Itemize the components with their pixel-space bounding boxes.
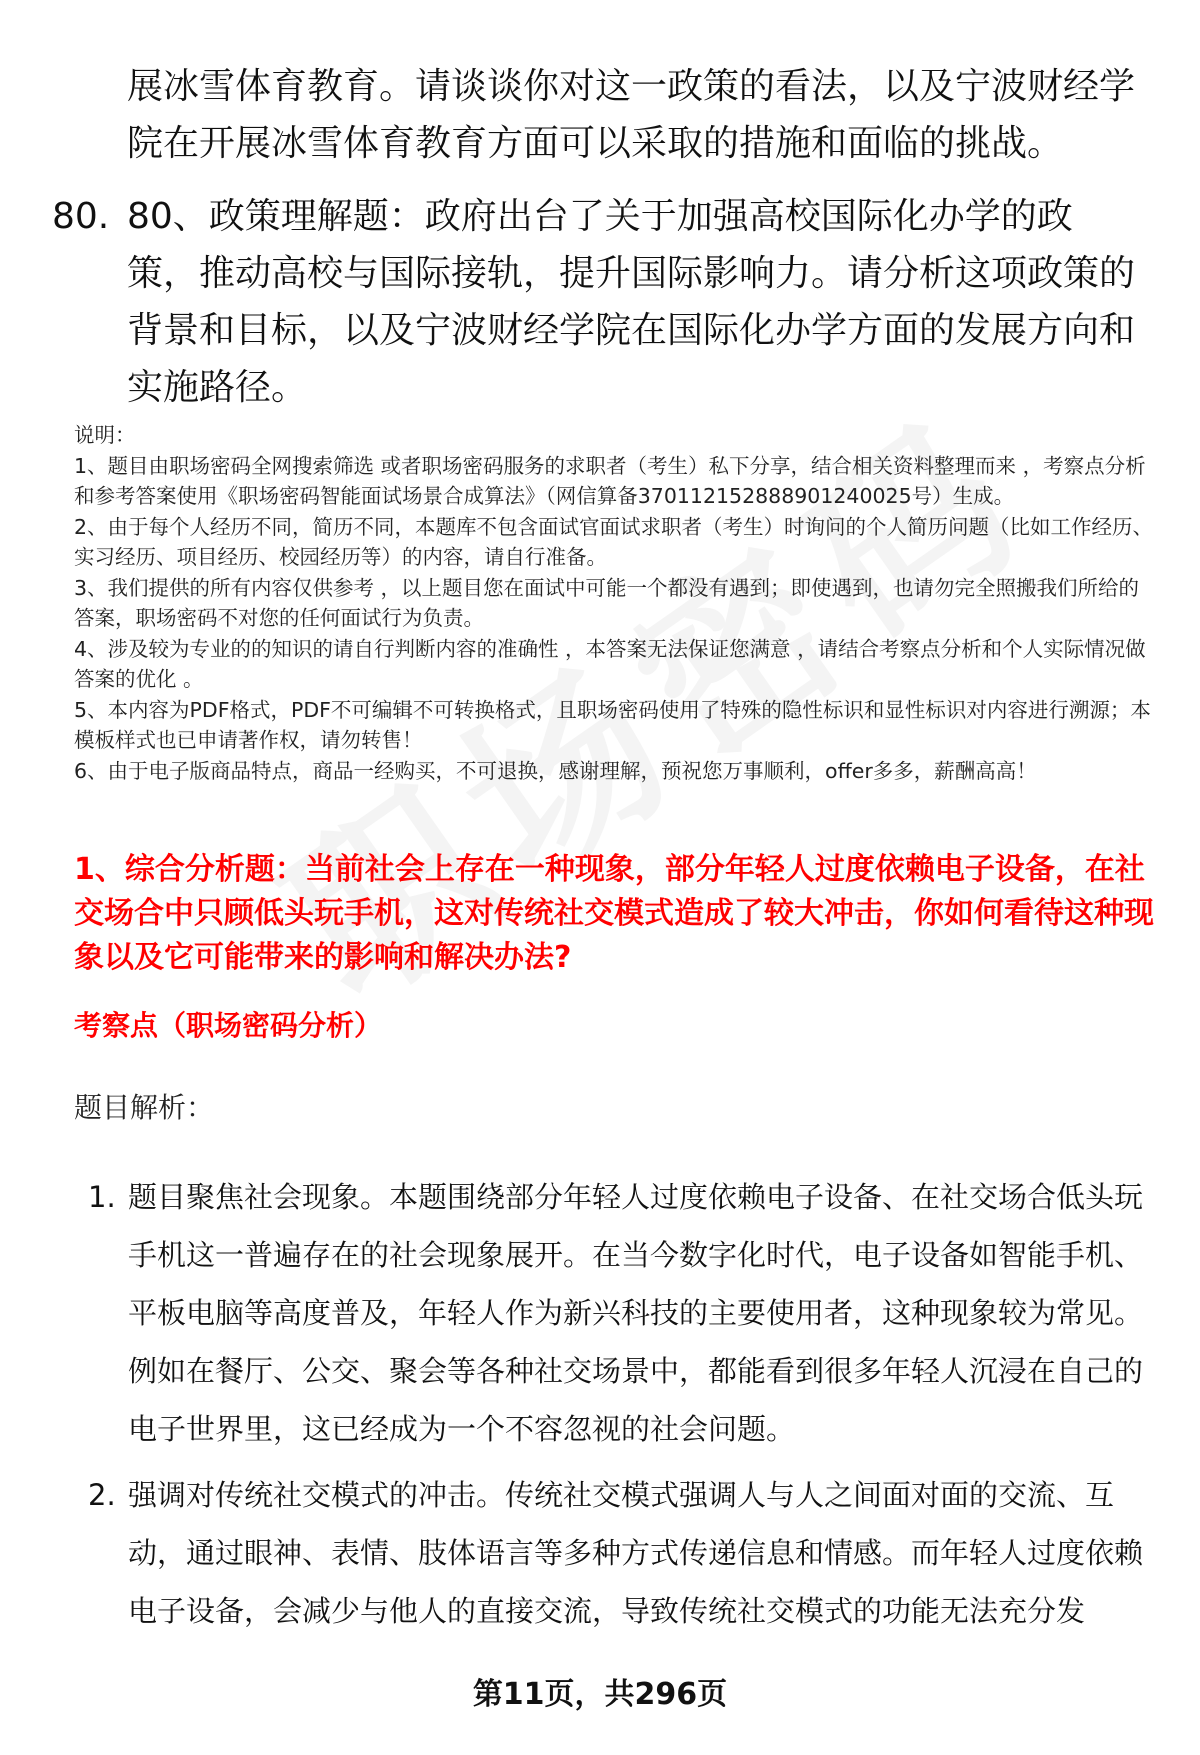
note-item: 4、涉及较为专业的的知识的请自行判断内容的准确性 ，本答案无法保证您满意 ，请结合考察点分析和个人实际情况做答案的优化 。 [74,636,1146,691]
previous-question-continuation: 展冰雪体育教育。请谈谈你对这一政策的看法，以及宁波财经学院在开展冰雪体育教育方面可以采取的措施和面临的挑战。 [127,66,1136,164]
analysis-heading: 题目解析： [74,1091,215,1124]
note-item: 2、由于每个人经历不同，简历不同，本题库不包含面试官面试求职者（考生）时询问的个人简历问题（比如工作经历、实习经历、项目经历、校园经历等）的内容，请自行准备。 [74,514,1154,569]
note-item: 6、由于电子版商品特点，商品一经购买，不可退换，感谢理解，预祝您万事顺利，offer多多，薪酬高高！ [74,758,1037,783]
analysis-item-number: 2. [88,1478,116,1512]
analysis-item-number: 1. [88,1180,116,1214]
note-item: 5、本内容为PDF格式，PDF不可编辑不可转换格式，且职场密码使用了特殊的隐性标识和显性标识对内容进行溯源；本模板样式也已申请著作权，请勿转售！ [74,697,1151,752]
analysis-item-text: 强调对传统社交模式的冲击。传统社交模式强调人与人之间面对面的交流、互动，通过眼神、表情、肢体语言等多种方式传递信息和情感。而年轻人过度依赖电子设备，会减少与他人的直接交流，导致传统社交模式的功能无法充分发 [128,1478,1144,1628]
question-80-number: 80. [52,196,110,237]
notes-heading: 说明： [74,423,136,447]
page-number-footer: 第11页，共296页 [472,1677,728,1712]
notes-section [74,420,1154,786]
exam-points-heading: 考察点（职场密码分析） [74,1009,383,1042]
analysis-item [74,1466,1154,1640]
analysis-item-text: 题目聚焦社会现象。本题围绕部分年轻人过度依赖电子设备、在社交场合低头玩手机这一普遍存在的社会现象展开。在当今数字化时代，电子设备如智能手机、平板电脑等高度普及，年轻人作为新兴科技的主要使用者，这种现象较为常见。例如在餐厅、公交、聚会等各种社交场景中，都能看到很多年轻人沉浸在自己的电子世界里，这已经成为一个不容忽视的社会问题。 [128,1180,1144,1446]
question-1-title: 1、综合分析题：当前社会上存在一种现象，部分年轻人过度依赖电子设备，在社交场合中只顾低头玩手机，这对传统社交模式造成了较大冲击，你如何看待这种现象以及它可能带来的影响和解决办法? [74,852,1154,975]
analysis-list [74,1168,1154,1648]
question-80-text: 80、政策理解题：政府出台了关于加强高校国际化办学的政策，推动高校与国际接轨，提升国际影响力。请分析这项政策的背景和目标，以及宁波财经学院在国际化办学方面的发展方向和实施路径。 [127,196,1136,408]
analysis-item [74,1168,1154,1458]
note-item: 1、题目由职场密码全网搜索筛选 或者职场密码服务的求职者（考生）私下分享，结合相关资料整理而来 ，考察点分析和参考答案使用《职场密码智能面试场景合成算法》（网信算备370112152888901240025号）生成。 [74,453,1146,508]
note-item: 3、我们提供的所有内容仅供参考 ，以上题目您在面试中可能一个都没有遇到；即使遇到，也请勿完全照搬我们所给的答案，职场密码不对您的任何面试行为负责。 [74,575,1140,630]
